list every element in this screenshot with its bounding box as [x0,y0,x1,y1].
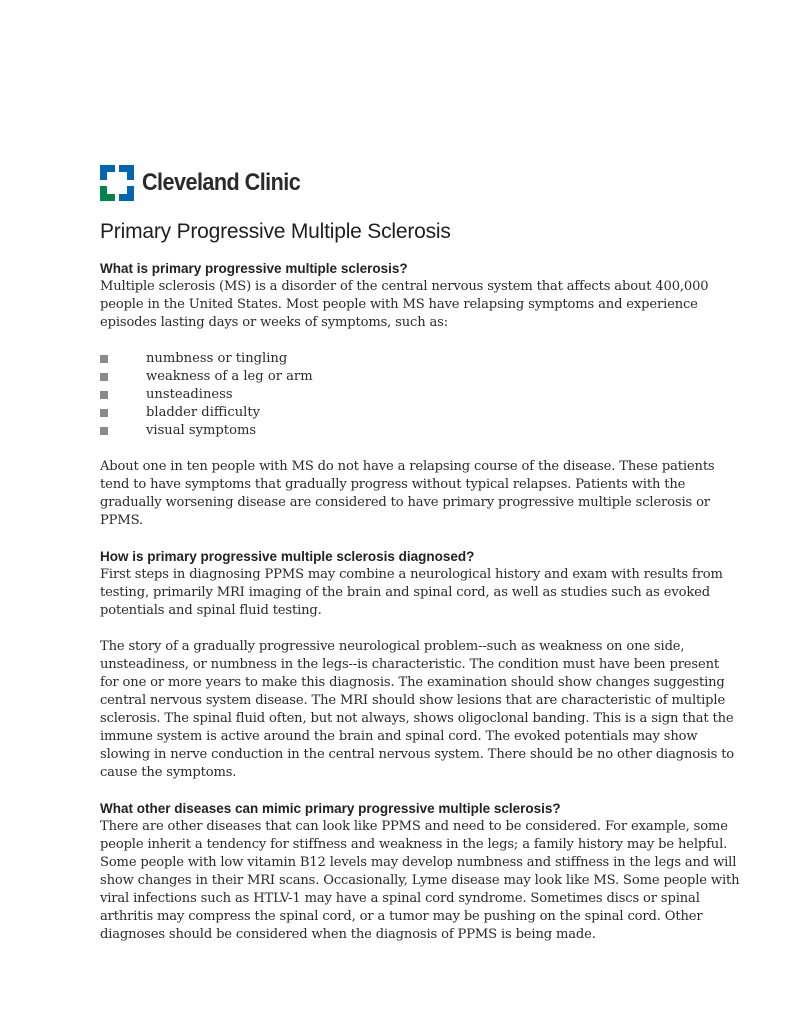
square-bullet-icon [100,373,108,381]
page-title: Primary Progressive Multiple Sclerosis [100,220,451,243]
cleveland-clinic-logo [100,164,740,202]
section-paragraph: First steps in diagnosing PPMS may combine a neurological history and exam with results from testing, primarily MRI imaging of the brain and spinal cord, as well as studies such as evoked potentials and spinal fluid testing. [100,567,723,618]
list-item: unsteadiness [100,386,740,404]
section-heading: How is primary progressive multiple sclerosis diagnosed? [100,549,475,564]
square-bullet-icon [100,427,108,435]
section-diagnosis [100,548,740,782]
section-heading: What is primary progressive multiple sclerosis? [100,261,408,276]
list-item: visual symptoms [100,422,740,440]
symptom-list [100,350,740,440]
cleveland-clinic-cross-icon [100,165,134,201]
document-page [100,164,740,944]
list-item: numbness or tingling [100,350,740,368]
section-mimic-diseases [100,800,740,944]
section-heading: What other diseases can mimic primary progressive multiple sclerosis? [100,801,561,816]
spacer [100,246,740,260]
section-paragraph: There are other diseases that can look like PPMS and need to be considered. For example, some people inherit a tendency for stiffness and weakness in the legs; a family history may be helpful. Some people with low vitamin B12 levels may develop numbness and stiffness in the legs and will show changes in their MRI scans. Occasionally, Lyme disease may look like MS. Some people with viral infections such as HTLV-1 may have a spinal cord syndrome. Sometimes discs or spinal arthritis may compress the spinal cord, or a tumor may be pushing on the spinal cord. Other diagnoses should be considered when the diagnosis of PPMS is being made. [100,819,740,942]
square-bullet-icon [100,391,108,399]
list-item: bladder difficulty [100,404,740,422]
section-what-is-ppms [100,260,740,530]
section-intro-paragraph: Multiple sclerosis (MS) is a disorder of the central nervous system that affects about 400,000 people in the United States. Most people with MS have relapsing symptoms and experience episodes lasting days or weeks of symptoms, such as: [100,279,709,330]
square-bullet-icon [100,409,108,417]
section-paragraph: About one in ten people with MS do not have a relapsing course of the disease. These patients tend to have symptoms that gradually progress without typical relapses. Patients with the gradually worsening disease are considered to have primary progressive multiple sclerosis or PPMS. [100,459,715,528]
section-paragraph: The story of a gradually progressive neurological problem--such as weakness on one side, unsteadiness, or numbness in the legs--is characteristic. The condition must have been present for one or more years to make this diagnosis. The examination should show changes suggesting central nervous system disease. The MRI should show lesions that are characteristic of multiple sclerosis. The spinal fluid often, but not always, shows oligoclonal banding. This is a sign that the immune system is active around the brain and spinal cord. The evoked potentials may show slowing in nerve conduction in the central nervous system. There should be no other diagnosis to cause the symptoms. [100,639,735,780]
logo-wordmark: Cleveland Clinic [142,169,301,196]
list-item: weakness of a leg or arm [100,368,740,386]
square-bullet-icon [100,355,108,363]
